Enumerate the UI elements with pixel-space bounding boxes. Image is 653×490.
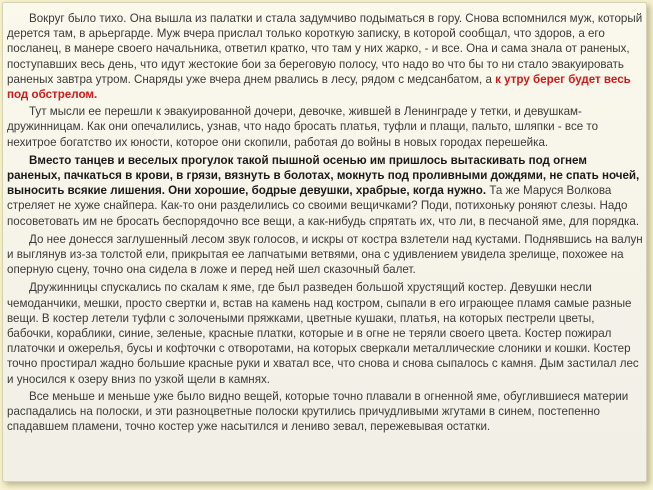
highlighted-phrase: к утру берег будет весь под обстрелом. [7, 72, 631, 102]
paragraph-1-text: Вокруг было тихо. Она вышла из палатки и стала задумчиво подыматься в гору. Снова вспомнился муж, который дерется там, в арьергарде. Муж вчера прислал только короткую записку, в которой сообщал, что здоров, а его посланец, в манере своего начальника, ответил кратко, что там у них жарко, - и все. Она и сама знала от раненых, поступавших весь день, что идут жестокие бои за береговую полосу, что надо во что бы то ни стало эвакуировать раненых завтра утром. Снаряды уже вчера днем рвались в лесу, рядом с медсанбатом, а [7, 12, 643, 86]
paragraph-6: Все меньше и меньше уже было видно вещей, которые точно плавали в огненной яме, обуглившиеся материи распадались на полоски, и эти разноцветные полоски крутились причудливыми жгутами в синем, постепенно спадавшем пламени, точно костер уже насытился и лениво зевал, пережевывая остатки. [7, 389, 629, 434]
story-text [7, 11, 643, 436]
paragraph-5: Дружинницы спускались по скалам к яме, где был разведен большой хрустящий костер. Девушки несли чемоданчики, мешки, просто свертки и, встав на камень над костром, сыпали в его играющее пламя самые разные вещи. В костер летели туфли с золочеными пряжками, цветные кушаки, платья, на которых пестрели цветы, бабочки, кораблики, синие, зеленые, красные платки, которые и в огне не теряли своего цвета. Костер пожирал платочки и ожерелья, бусы и кофточки с отворотами, на которых сверкали металлические слоники и кошки. Костер точно простирал жадно большие красные руки и хватал все, что снова и снова сыпалось с камня. Дым застилал лес и уносился к озеру вниз по узкой щели в камнях. [7, 281, 639, 386]
paragraph-3 [7, 153, 643, 229]
text-card [2, 2, 647, 482]
paragraph-1 [7, 11, 643, 102]
paragraph-2: Тут мысли ее перешли к эвакуированной дочери, девочке, жившей в Ленинграде у тетки, и девушкам-дружинницам. Как они опечалились, узнав, что надо бросать платья, туфли и плащи, пальто, шляпки - все то нехитрое богатство их юности, которое они скопили, работая до войны в новых городах перешейка. [7, 105, 599, 149]
bold-passage: Вместо танцев и веселых прогулок такой пышной осенью им пришлось вытаскивать под огнем раненых, пачкаться в крови, в грязи, вязнуть в болотах, мокнуть под проливными дождями, не спать ночей, выносить всякие лишения. Они хорошие, бодрые девушки, храбрые, когда нужно. [7, 153, 640, 198]
paragraph-4: До нее донесся заглушенный лесом звук голосов, и искры от костра взлетели над кустами. Поднявшись на валун и выглянув из-за толстой ели, прикрытая ее лапчатыми ветвями, она с удивлением увидела зрелище, похожее на оперную сцену, точно она сидела в ложе и перед ней шел сказочный балет. [7, 232, 643, 277]
paragraph-3-rest: Та же Маруся Волкова стреляет не хуже снайпера. Как-то они разделились со своими вещичками? Поди, потихоньку роняют слезы. Надо посоветовать им не бросать беспорядочно все вещи, а как-нибудь спрятать их, что ли, в песчаной яме, для порядка. [7, 184, 640, 228]
